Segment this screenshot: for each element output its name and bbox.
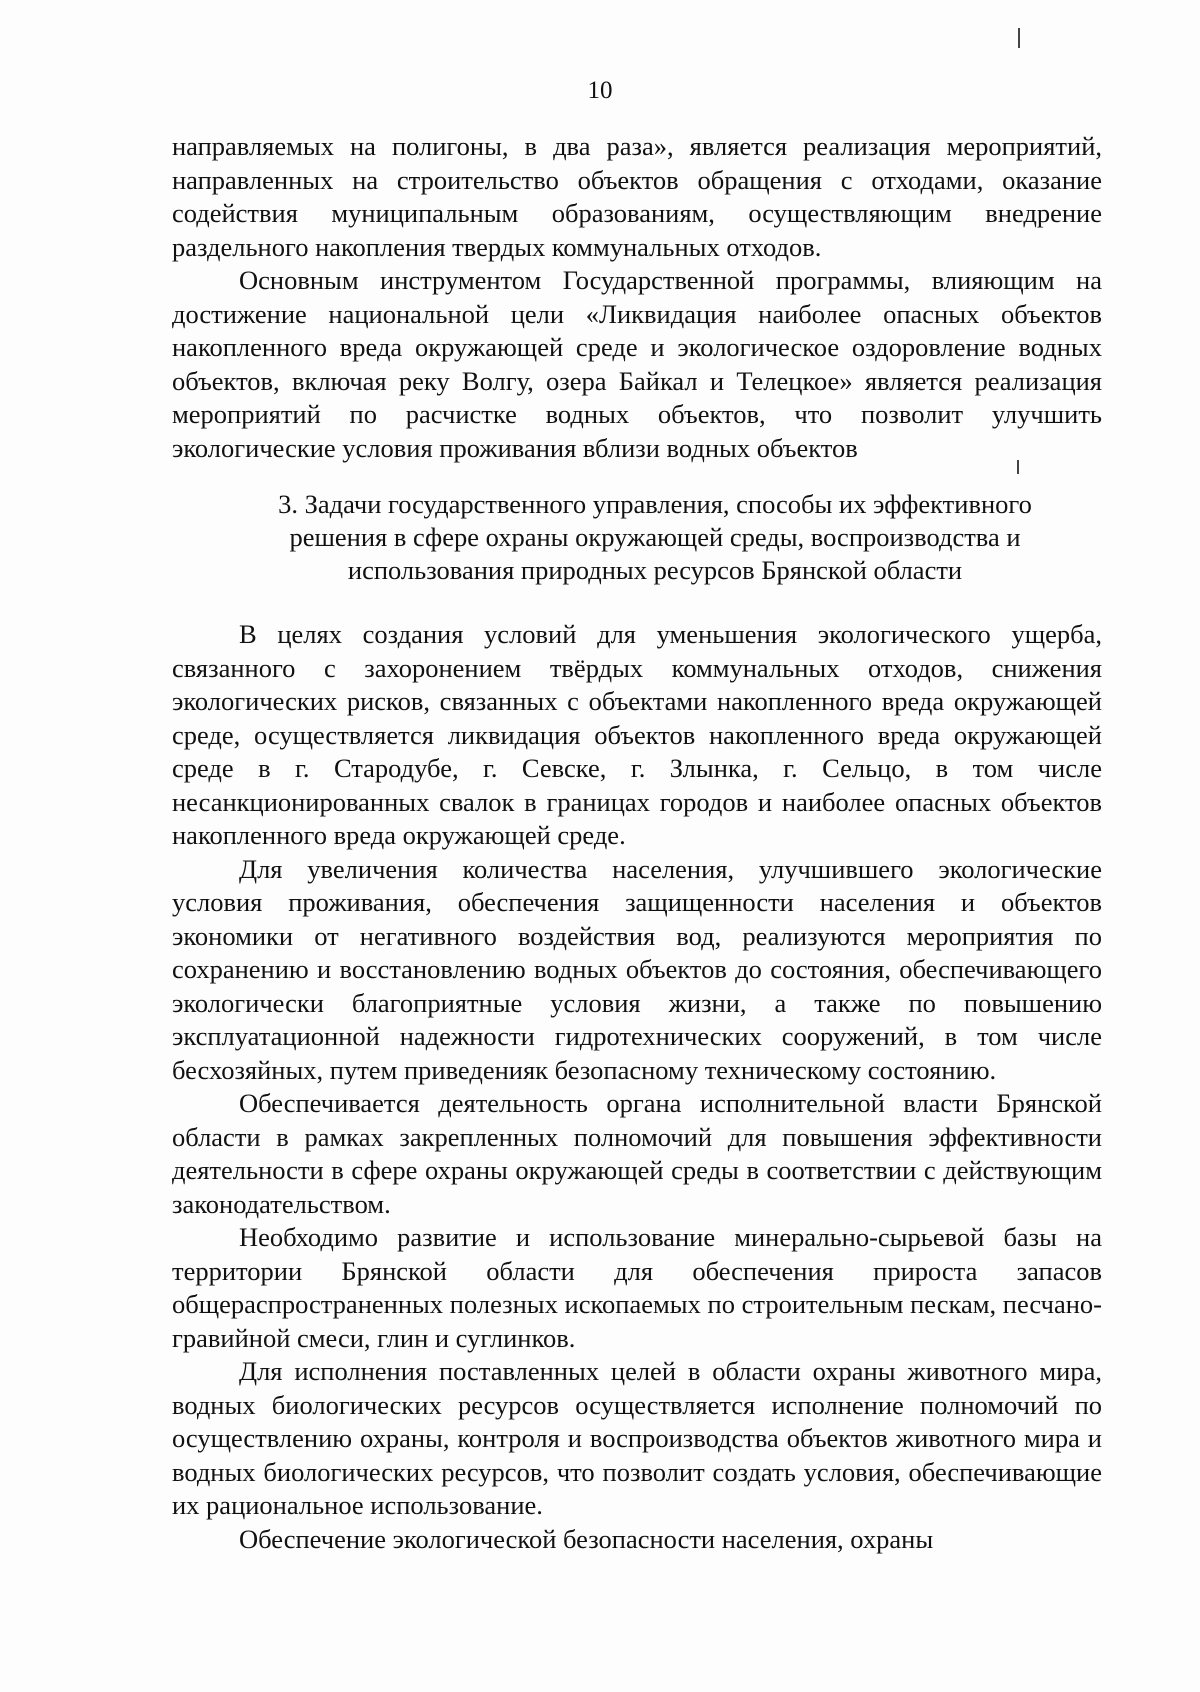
paragraph: Обеспечивается деятельность органа исполнительной власти Брянской области в рамках закрепленных полномочий для повышения эффективности деятельности в сфере охраны окружающей среды в соответствии с действующим законодательством. <box>172 1088 1102 1219</box>
section-heading <box>240 488 1070 587</box>
paragraph: В целях создания условий для уменьшения экологического ущерба, связанного с захоронением твёрдых коммунальных отходов, снижения экологических рисков, связанных с объектами накопленного вреда окружающей среде, осуществляется ликвидация объектов накопленного вреда окружающей среде в г. Стародубе, г. Севске, г. Злынка, г. Сельцо, в том числе несанкционированных свалок в границах городов и наиболее опасных объектов накопленного вреда окружающей среде. <box>172 619 1102 850</box>
page-number: 10 <box>587 77 613 104</box>
paragraph: Необходимо развитие и использование минерально-сырьевой базы на территории Брянской области для обеспечения прироста запасов общераспространенных полезных ископаемых по строительным пескам, песчано-гравийной смеси, глин и суглинков. <box>172 1222 1102 1353</box>
intro-text-block <box>172 130 1102 465</box>
section-text-block <box>172 618 1102 1556</box>
section-heading-line: использования природных ресурсов Брянской области <box>347 555 963 585</box>
scan-artifact-mark <box>1018 28 1020 48</box>
scan-artifact-mark <box>1017 460 1019 474</box>
paragraph: Обеспечение экологической безопасности населения, охраны <box>239 1523 934 1554</box>
paragraph: направляемых на полигоны, в два раза», является реализация мероприятий, направленных на строительство объектов обращения с отходами, оказание содействия муниципальным образованиям, осуществляющим внедрение раздельного накопления твердых коммунальных отходов. <box>172 131 1102 262</box>
section-heading-line: решения в сфере охраны окружающей среды, воспроизводства и <box>289 522 1021 552</box>
paragraph: Для увеличения количества населения, улучшившего экологические условия проживания, обеспечения защищенности населения и объектов экономики от негативного воздействия вод, реализуются мероприятия по сохранению и восстановлению водных объектов до состояния, обеспечивающего экологически благоприятные условия жизни, а также по повышению эксплуатационной надежности гидротехнических сооружений, в том числе бесхозяйных, путем приведенияк безопасному техническому состоянию. <box>172 853 1102 1085</box>
section-heading-line: 3. Задачи государственного управления, способы их эффективного <box>278 489 1032 519</box>
paragraph: Основным инструментом Государственной программы, влияющим на достижение национальной цели «Ликвидация наиболее опасных объектов накопленного вреда окружающей среде и экологическое оздоровление водных объектов, включая реку Волгу, озера Байкал и Телецкое» является реализация мероприятий по расчистке водных объектов, что позволит улучшить экологические условия проживания вблизи водных объектов <box>172 265 1102 463</box>
paragraph: Для исполнения поставленных целей в области охраны животного мира, водных биологических ресурсов осуществляется исполнение полномочий по осуществлению охраны, контроля и воспроизводства объектов животного мира и водных биологических ресурсов, что позволит создать условия, обеспечивающие их рациональное использование. <box>172 1356 1102 1520</box>
